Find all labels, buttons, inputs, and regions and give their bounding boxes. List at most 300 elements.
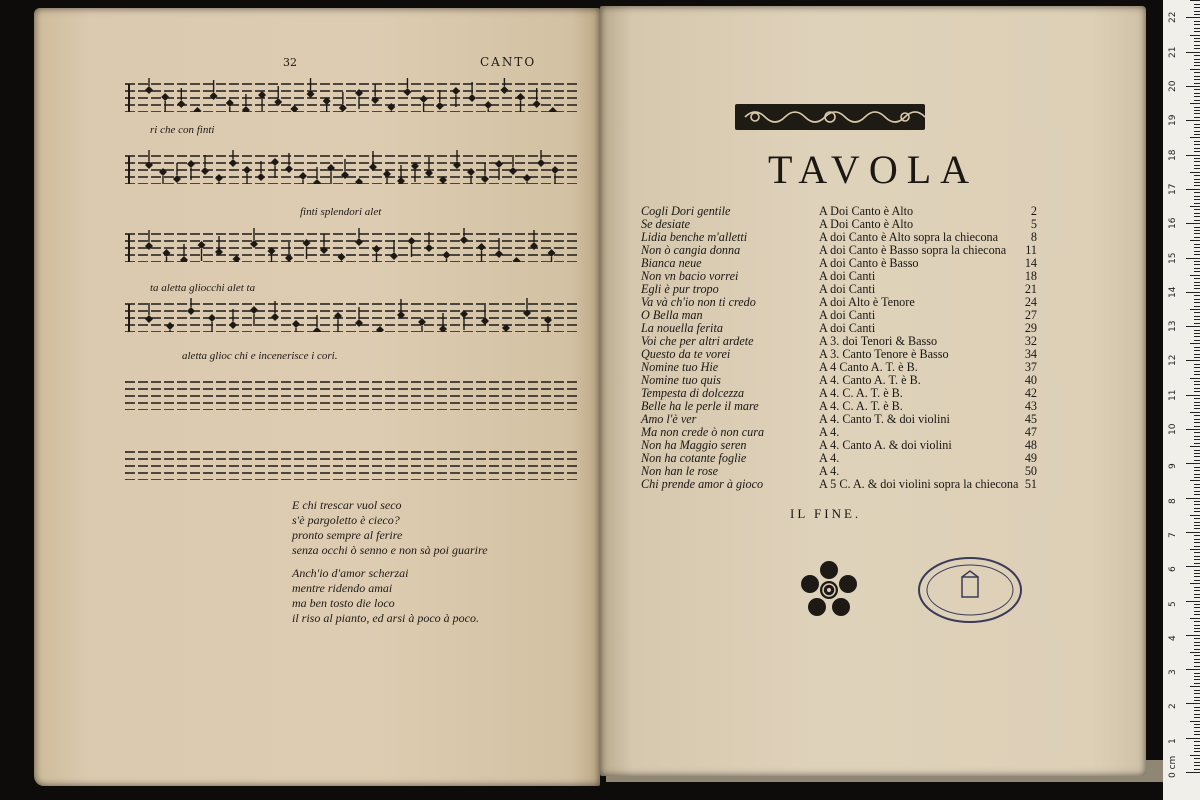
- ruler-tick: [1190, 309, 1200, 310]
- ruler-tick: [1190, 0, 1200, 1]
- ruler-tick: [1194, 594, 1200, 595]
- ruler-tick: [1194, 89, 1200, 90]
- ruler-tick: [1194, 391, 1200, 392]
- toc-title: O Bella man: [641, 308, 703, 322]
- toc-page-number: 29: [1024, 321, 1037, 335]
- toc-page-number: 32: [1024, 334, 1037, 348]
- ruler-tick: [1194, 323, 1200, 324]
- toc-page-number: 11: [1025, 243, 1037, 257]
- music-staff: [125, 228, 580, 262]
- measurement-ruler: [1163, 0, 1200, 800]
- ruler-tick: [1194, 213, 1200, 214]
- ruler-tick: [1194, 124, 1200, 125]
- ruler-tick: [1194, 693, 1200, 694]
- ruler-tick: [1190, 343, 1200, 344]
- ruler-tick: [1194, 179, 1200, 180]
- ruler-tick: [1194, 209, 1200, 210]
- ruler-tick: [1194, 741, 1200, 742]
- ruler-tick: [1194, 528, 1200, 529]
- ruler-tick: [1194, 456, 1200, 457]
- toc-page-number: 42: [1024, 386, 1037, 400]
- ruler-tick: [1194, 96, 1200, 97]
- toc-voices: A doi Canti: [819, 282, 876, 296]
- ruler-tick: [1194, 625, 1200, 626]
- ruler-tick: [1194, 614, 1200, 615]
- ruler-tick: [1194, 494, 1200, 495]
- ruler-tick: [1194, 422, 1200, 423]
- toc-page-number: 2: [1030, 204, 1037, 218]
- ruler-tick: [1194, 113, 1200, 114]
- toc-title: Non han le rose: [641, 464, 719, 478]
- toc-page-number: 45: [1024, 412, 1037, 426]
- ruler-tick: [1194, 559, 1200, 560]
- toc-title: Cogli Dori gentile: [641, 204, 731, 218]
- toc-page-number: 50: [1024, 464, 1037, 478]
- ruler-tick: [1194, 14, 1200, 15]
- ruler-tick: [1194, 117, 1200, 118]
- ruler-label: 18: [1168, 149, 1178, 161]
- ruler-tick: [1190, 446, 1200, 447]
- ruler-tick: [1186, 326, 1200, 327]
- ruler-tick: [1194, 762, 1200, 763]
- ruler-tick: [1194, 556, 1200, 557]
- ruler-tick: [1194, 350, 1200, 351]
- ruler-tick: [1186, 292, 1200, 293]
- ruler-tick: [1194, 319, 1200, 320]
- toc-voices: A 4. Canto A. & doi violini: [819, 438, 952, 452]
- ruler-tick: [1194, 144, 1200, 145]
- ruler-tick: [1194, 707, 1200, 708]
- ruler-tick: [1194, 268, 1200, 269]
- toc-title: Non vn bacio vorrei: [641, 269, 739, 283]
- ruler-label: 12: [1168, 354, 1178, 367]
- ruler-tick: [1186, 86, 1200, 87]
- ruler-label: 20: [1168, 80, 1178, 92]
- ruler-tick: [1194, 700, 1200, 701]
- ruler-tick: [1194, 710, 1200, 711]
- toc-title: Amo l'è ver: [641, 412, 697, 426]
- page-title: TAVOLA: [767, 147, 979, 192]
- toc-title: La nouella ferita: [641, 321, 723, 335]
- ruler-tick: [1194, 264, 1200, 265]
- ruler-tick: [1194, 724, 1200, 725]
- ruler-tick: [1194, 697, 1200, 698]
- ruler-tick: [1186, 189, 1200, 190]
- music-staff: [125, 376, 580, 410]
- toc-page-number: 24: [1024, 295, 1037, 309]
- ruler-tick: [1194, 402, 1200, 403]
- ruler-tick: [1194, 415, 1200, 416]
- ruler-tick: [1194, 107, 1200, 108]
- ruler-tick: [1186, 360, 1200, 361]
- poem-line: pronto sempre al ferire: [292, 528, 403, 542]
- toc-title: Nomine tuo Hie: [641, 360, 719, 374]
- ruler-tick: [1194, 148, 1200, 149]
- ruler-tick: [1194, 539, 1200, 540]
- ruler-tick: [1194, 474, 1200, 475]
- ruler-tick: [1194, 31, 1200, 32]
- toc-title: Egli è pur tropo: [641, 282, 719, 296]
- ruler-tick: [1194, 690, 1200, 691]
- ruler-tick: [1194, 203, 1200, 204]
- ruler-tick: [1190, 137, 1200, 138]
- ruler-label: 14: [1168, 286, 1178, 298]
- ruler-tick: [1194, 745, 1200, 746]
- music-staff: [125, 446, 580, 480]
- ruler-tick: [1186, 635, 1200, 636]
- ruler-tick: [1194, 419, 1200, 420]
- ruler-tick: [1194, 367, 1200, 368]
- toc-page-number: 37: [1024, 360, 1037, 374]
- ruler-tick: [1194, 439, 1200, 440]
- ruler-tick: [1194, 597, 1200, 598]
- ruler-tick: [1194, 607, 1200, 608]
- ruler-tick: [1194, 501, 1200, 502]
- ruler-tick: [1194, 134, 1200, 135]
- ruler-tick: [1194, 62, 1200, 63]
- ruler-label: 13: [1168, 320, 1178, 333]
- ruler-tick: [1194, 676, 1200, 677]
- ruler-tick: [1194, 158, 1200, 159]
- ruler-label: 8: [1168, 497, 1178, 504]
- toc-voices: A 4. Canto A. T. è B.: [819, 373, 921, 387]
- ruler-tick: [1194, 244, 1200, 245]
- toc-page-number: 8: [1030, 230, 1037, 244]
- toc-title: Ma non crede ò non cura: [641, 425, 765, 439]
- library-stamp-icon: [916, 555, 1024, 625]
- toc-title: Se desiate: [641, 217, 691, 231]
- toc-page-number: 40: [1024, 373, 1037, 387]
- toc-voices: A 4. C. A. T. è B.: [819, 386, 903, 400]
- ruler-tick: [1186, 155, 1200, 156]
- toc-page-number: 49: [1024, 451, 1037, 465]
- toc-voices: A 4.: [819, 425, 840, 439]
- poem-text: [292, 498, 488, 626]
- ruler-tick: [1194, 443, 1200, 444]
- ruler-tick: [1194, 470, 1200, 471]
- ruler-tick: [1194, 522, 1200, 523]
- toc-title: Bianca neue: [641, 256, 702, 270]
- ruler-label: 10: [1168, 423, 1178, 435]
- lyric-line-3: ta aletta gliocchi alet ta: [150, 282, 256, 294]
- ruler-tick: [1190, 35, 1200, 36]
- ruler-tick: [1194, 357, 1200, 358]
- ruler-tick: [1186, 258, 1200, 259]
- ruler-tick: [1194, 477, 1200, 478]
- ruler-tick: [1194, 666, 1200, 667]
- ruler-tick: [1194, 175, 1200, 176]
- music-staff: [125, 150, 580, 184]
- toc-page-number: 14: [1024, 256, 1037, 270]
- poem-line: E chi trescar vuol seco: [292, 498, 402, 512]
- toc-page-number: 27: [1024, 308, 1037, 322]
- toc-voices: A 4. C. A. T. è B.: [819, 399, 903, 413]
- ruler-tick: [1190, 721, 1200, 722]
- ruler-tick: [1194, 340, 1200, 341]
- ruler-label: 11: [1168, 389, 1178, 401]
- toc-voices: A 4.: [819, 464, 840, 478]
- ruler-label: 6: [1168, 566, 1178, 573]
- toc-page-number: 5: [1030, 217, 1037, 231]
- ruler-tick: [1194, 552, 1200, 553]
- ruler-tick: [1194, 48, 1200, 49]
- end-label: IL FINE.: [790, 506, 862, 521]
- ruler-tick: [1194, 590, 1200, 591]
- ruler-tick: [1194, 535, 1200, 536]
- ruler-tick: [1194, 374, 1200, 375]
- ruler-tick: [1194, 426, 1200, 427]
- ruler-tick: [1190, 515, 1200, 516]
- ruler-tick: [1194, 460, 1200, 461]
- ruler-tick: [1194, 542, 1200, 543]
- ruler-tick: [1186, 601, 1200, 602]
- ruler-tick: [1194, 576, 1200, 577]
- ruler-tick: [1194, 580, 1200, 581]
- ruler-tick: [1194, 491, 1200, 492]
- ruler-tick: [1194, 24, 1200, 25]
- lyric-line-2: finti splendori alet: [300, 206, 382, 218]
- ruler-tick: [1194, 38, 1200, 39]
- ruler-tick: [1194, 83, 1200, 84]
- toc-voices: A doi Canti: [819, 269, 876, 283]
- ruler-tick: [1194, 185, 1200, 186]
- toc-voices: A doi Canto è Basso: [819, 256, 919, 270]
- ruler-tick: [1194, 110, 1200, 111]
- ruler-tick: [1194, 79, 1200, 80]
- ruler-tick: [1194, 679, 1200, 680]
- ruler-tick: [1194, 734, 1200, 735]
- ruler-tick: [1194, 611, 1200, 612]
- ruler-label: 15: [1168, 252, 1178, 264]
- ruler-tick: [1194, 683, 1200, 684]
- ruler-tick: [1190, 755, 1200, 756]
- ruler-tick: [1194, 295, 1200, 296]
- ruler-tick: [1186, 738, 1200, 739]
- toc-page-number: 43: [1024, 399, 1037, 413]
- ruler-tick: [1186, 532, 1200, 533]
- ruler-tick: [1190, 412, 1200, 413]
- music-staff: [125, 298, 580, 332]
- ruler-tick: [1194, 751, 1200, 752]
- ruler-tick: [1186, 52, 1200, 53]
- ruler-tick: [1194, 398, 1200, 399]
- ruler-tick: [1194, 312, 1200, 313]
- ruler-tick: [1194, 165, 1200, 166]
- ruler-tick: [1186, 429, 1200, 430]
- ruler-tick: [1186, 17, 1200, 18]
- ruler-tick: [1194, 59, 1200, 60]
- ruler-label: 19: [1168, 114, 1178, 127]
- ruler-tick: [1190, 583, 1200, 584]
- toc-page-number: 47: [1024, 425, 1037, 439]
- ruler-tick: [1194, 504, 1200, 505]
- ruler-tick: [1190, 275, 1200, 276]
- ruler-tick: [1194, 306, 1200, 307]
- poem-line: ma ben tosto die loco: [292, 596, 395, 610]
- ruler-tick: [1194, 638, 1200, 639]
- toc-title: Chi prende amor à gioco: [641, 477, 764, 491]
- toc-title: Nomine tuo quis: [641, 373, 721, 387]
- ruler-tick: [1190, 686, 1200, 687]
- ruler-tick: [1194, 628, 1200, 629]
- left-page-number: 32: [283, 56, 297, 69]
- ruler-tick: [1194, 127, 1200, 128]
- ruler-tick: [1194, 251, 1200, 252]
- ruler-tick: [1194, 216, 1200, 217]
- toc-voices: A doi Canto è Basso sopra la chiecona: [819, 243, 1007, 257]
- ruler-tick: [1194, 511, 1200, 512]
- ruler-tick: [1194, 659, 1200, 660]
- toc-title: Lidia benche m'alletti: [641, 230, 748, 244]
- ruler-tick: [1194, 237, 1200, 238]
- toc-page-number: 51: [1024, 477, 1037, 491]
- ruler-label: 2: [1168, 703, 1178, 710]
- ruler-tick: [1194, 233, 1200, 234]
- lyric-line-1: ri che con finti: [150, 124, 215, 136]
- ruler-tick: [1194, 453, 1200, 454]
- ruler-tick: [1194, 484, 1200, 485]
- ruler-tick: [1194, 758, 1200, 759]
- ruler-tick: [1194, 381, 1200, 382]
- ruler-label: 21: [1168, 46, 1178, 58]
- ruler-tick: [1194, 467, 1200, 468]
- toc-title: Va và ch'io non ti credo: [641, 295, 756, 309]
- ruler-tick: [1194, 649, 1200, 650]
- ruler-tick: [1194, 408, 1200, 409]
- table-of-contents: [641, 205, 1037, 491]
- ruler-tick: [1194, 642, 1200, 643]
- ruler-label: 1: [1168, 737, 1178, 744]
- ruler-tick: [1194, 227, 1200, 228]
- poem-line: s'è pargoletto è cieco?: [292, 513, 400, 527]
- ruler-tick: [1194, 196, 1200, 197]
- ruler-tick: [1190, 549, 1200, 550]
- ruler-tick: [1194, 765, 1200, 766]
- ruler-tick: [1190, 378, 1200, 379]
- toc-page-number: 21: [1024, 282, 1037, 296]
- toc-row: [641, 478, 1037, 491]
- ruler-tick: [1194, 141, 1200, 142]
- ruler-tick: [1194, 336, 1200, 337]
- ruler-tick: [1194, 316, 1200, 317]
- ruler-label: 7: [1168, 532, 1178, 538]
- ruler-tick: [1194, 28, 1200, 29]
- ruler-tick: [1194, 247, 1200, 248]
- ruler-tick: [1190, 103, 1200, 104]
- ruler-label: 5: [1168, 600, 1178, 607]
- ruler-tick: [1190, 240, 1200, 241]
- ruler-tick: [1194, 570, 1200, 571]
- toc-title: Non ha Maggio seren: [641, 438, 747, 452]
- ruler-tick: [1194, 131, 1200, 132]
- ruler-tick: [1194, 364, 1200, 365]
- poem-line: Anch'io d'amor scherzai: [292, 566, 409, 580]
- toc-page-number: 48: [1024, 438, 1037, 452]
- ruler-tick: [1194, 271, 1200, 272]
- ruler-tick: [1194, 261, 1200, 262]
- ruler-tick: [1194, 199, 1200, 200]
- ruler-tick: [1194, 282, 1200, 283]
- ruler-tick: [1194, 673, 1200, 674]
- toc-title: Tempesta di dolcezza: [641, 386, 745, 400]
- toc-voices: A doi Canti: [819, 321, 876, 335]
- ruler-tick: [1194, 55, 1200, 56]
- ruler-tick: [1194, 436, 1200, 437]
- toc-title: Belle ha le perle il mare: [641, 399, 759, 413]
- toc-voices: A 5 C. A. & doi violini sopra la chiecona: [819, 477, 1019, 491]
- ruler-label: 17: [1168, 183, 1178, 195]
- poem-line: senza occhi ò senno e non sà poi guarire: [292, 543, 488, 557]
- toc-title: Voi che per altri ardete: [641, 334, 754, 348]
- toc-title: Non ha cotante foglie: [641, 451, 747, 465]
- toc-voices: A 4. Canto T. & doi violini: [819, 412, 950, 426]
- toc-voices: A Doi Canto è Alto: [819, 204, 914, 218]
- ruler-tick: [1194, 604, 1200, 605]
- ruler-tick: [1194, 254, 1200, 255]
- ruler-tick: [1194, 587, 1200, 588]
- ruler-tick: [1194, 525, 1200, 526]
- ruler-tick: [1194, 302, 1200, 303]
- toc-voices: A 3. Canto Tenore è Basso: [819, 347, 949, 361]
- toc-title: Questo da te vorei: [641, 347, 731, 361]
- toc-voices: A 4.: [819, 451, 840, 465]
- ruler-tick: [1194, 546, 1200, 547]
- ruler-tick: [1194, 655, 1200, 656]
- toc-page-number: 18: [1024, 269, 1037, 283]
- ruler-tick: [1194, 432, 1200, 433]
- ruler-tick: [1194, 72, 1200, 73]
- poem-line: mentre ridendo amai: [292, 581, 393, 595]
- ruler-tick: [1194, 487, 1200, 488]
- ruler-tick: [1194, 285, 1200, 286]
- ruler-tick: [1194, 230, 1200, 231]
- ruler-tick: [1194, 662, 1200, 663]
- ruler-tick: [1194, 727, 1200, 728]
- ruler-tick: [1194, 220, 1200, 221]
- ruler-label: 0 cm: [1168, 755, 1178, 778]
- ruler-tick: [1194, 573, 1200, 574]
- ruler-tick: [1194, 151, 1200, 152]
- toc-voices: A doi Alto è Tenore: [819, 295, 915, 309]
- ruler-tick: [1190, 480, 1200, 481]
- ruler-tick: [1186, 772, 1200, 773]
- ruler-label: 16: [1168, 217, 1178, 230]
- ruler-label: 3: [1168, 669, 1178, 676]
- ruler-tick: [1194, 168, 1200, 169]
- ruler-tick: [1194, 508, 1200, 509]
- ruler-tick: [1186, 395, 1200, 396]
- ruler-tick: [1194, 388, 1200, 389]
- ruler-tick: [1194, 288, 1200, 289]
- canto-header: CANTO: [480, 55, 537, 69]
- poem-line: il riso al pianto, ed arsi à poco à poco.: [292, 611, 479, 625]
- ruler-tick: [1194, 182, 1200, 183]
- ruler-tick: [1194, 4, 1200, 5]
- ruler-tick: [1194, 278, 1200, 279]
- ruler-tick: [1186, 463, 1200, 464]
- ruler-tick: [1190, 618, 1200, 619]
- ruler-tick: [1190, 652, 1200, 653]
- ruler-tick: [1194, 645, 1200, 646]
- ruler-tick: [1194, 11, 1200, 12]
- toc-page-number: 34: [1024, 347, 1037, 361]
- ruler-tick: [1194, 769, 1200, 770]
- ruler-tick: [1194, 354, 1200, 355]
- ruler-tick: [1194, 717, 1200, 718]
- ruler-tick: [1194, 21, 1200, 22]
- toc-voices: A 4 Canto A. T. è B.: [819, 360, 918, 374]
- ruler-label: 4: [1168, 635, 1178, 641]
